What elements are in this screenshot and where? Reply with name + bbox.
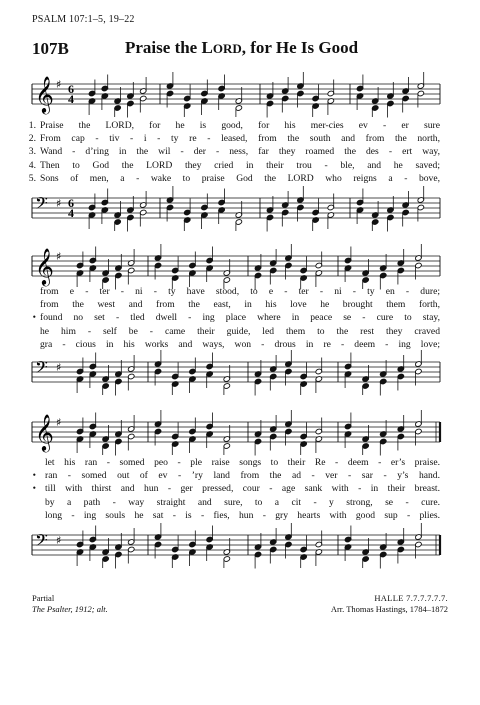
treble-staff-system-2 [0,244,480,290]
sharp-key-signature-icon: ♯ [56,534,62,547]
svg-text:6: 6 [68,196,74,210]
lyrics-system-3: let his ran - somed peo - ple raise songs to their Re - deem - er’s praise. • ran - somed out of ev - ’ry land from the ad - ver - sar - y’s hand. • till with thirst and hun - ger pressed, cour - age sank with - in their breast. by a path - way straight and sure, to a cit - y strong, se - cure. long - ing souls he sat - is - fies, hun - gry hearts with good sup - plies. [32,457,440,521]
footer-credits-left: Partial The Psalter, 1912; alt. [32,593,108,614]
treble-clef-icon: 𝄞 [35,247,54,285]
sharp-key-signature-icon: ♯ [56,197,62,210]
sharp-key-signature-icon: ♯ [56,361,62,374]
svg-text:6: 6 [68,82,74,96]
bass-staff-system-1 [0,186,480,232]
treble-staff-system-1 [0,72,480,118]
treble-staff-system-3 [0,410,480,456]
sharp-key-signature-icon: ♯ [56,250,62,263]
lyrics-system-1: 1. Praise the LORD, for he is good, for his mer-cies ev - er sure 2. From cap - tiv - i - ty re - leased, from the south and from the north, 3. Wand - d’ring in the wil - der - ness, far they roamed the des - ert way, 4. Then to God the LORD they cried in their trou - ble, and he saved; 5. Sons of men, a - wake to praise God the LORD who reigns a - bove, [28,120,440,184]
svg-text:4: 4 [68,206,74,220]
bass-staff-system-2 [0,350,480,396]
sharp-key-signature-icon: ♯ [56,78,62,91]
treble-clef-icon: 𝄞 [35,75,54,113]
bass-clef-icon: 𝄢 [35,357,48,381]
sharp-key-signature-icon: ♯ [56,416,62,429]
bass-staff-system-3 [0,523,480,569]
psalm-reference: PSALM 107:1–5, 19–22 [32,14,135,25]
lyrics-system-2: from e - ter - ni - ty have stood, to e - ter - ni - ty en - dure; from the west and from the east, in his love he brought them forth, • found no set - tled dwell - ing place where in peace se - cure to stay, he him - self be - came their guide, led them to the rest they craved gra - cious in his works and ways, won - drous in re - deem - ing love; [32,286,440,350]
treble-clef-icon: 𝄞 [35,413,54,451]
hymn-number: 107B [32,39,69,58]
bass-clef-icon: 𝄢 [35,193,48,217]
svg-text:4: 4 [68,92,74,106]
bass-clef-icon: 𝄢 [35,530,48,554]
footer-credits-right: HALLE 7.7.7.7.7.7. Arr. Thomas Hastings, 1784–1872 [330,593,448,614]
hymn-title: Praise the LORD, for He Is Good [125,38,359,57]
